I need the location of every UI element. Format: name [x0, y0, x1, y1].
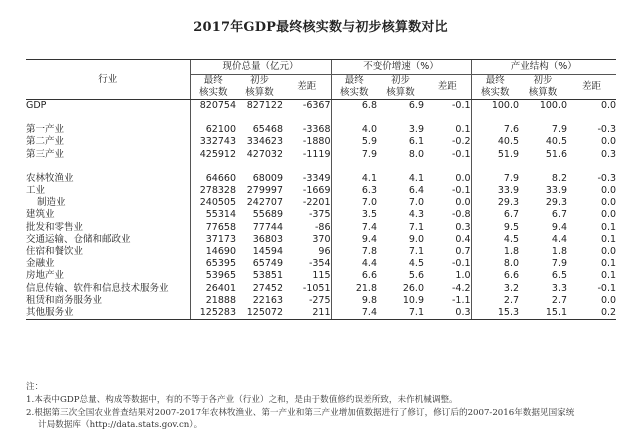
value-cell: 55689: [252, 209, 283, 221]
value-cell: 53851: [252, 270, 283, 282]
value-cell: 0.0: [455, 197, 471, 209]
value-cell: 26.0: [402, 282, 424, 294]
spacer-row: [26, 112, 616, 124]
value-cell: 6.7: [551, 209, 568, 221]
table-row: [26, 270, 616, 282]
value-cell: 4.1: [408, 172, 424, 184]
header-diff: 差距: [283, 75, 331, 100]
value-cell: 7.4: [331, 222, 377, 234]
table-row: [26, 197, 616, 209]
value-cell: 0.2: [567, 307, 616, 320]
value-cell: 279997: [246, 185, 283, 197]
industry-name: GDP: [26, 100, 47, 111]
table-row: [26, 149, 616, 161]
value-cell: 96: [318, 246, 331, 258]
value-cell: 242707: [246, 197, 283, 209]
table-row: [26, 136, 616, 148]
footnote-label: 注：: [26, 382, 44, 392]
value-cell: 0.0: [600, 185, 617, 197]
value-cell: 211: [283, 307, 331, 320]
header-industry: 行业: [26, 60, 190, 100]
value-cell: 15.1: [519, 307, 567, 320]
value-cell: 77658: [190, 222, 236, 234]
value-cell: 0.1: [600, 221, 617, 233]
value-cell: 26401: [190, 283, 236, 295]
value-cell: 370: [312, 233, 331, 245]
value-cell: 0.1: [600, 233, 617, 245]
value-cell: -2201: [302, 197, 331, 209]
table-row: [26, 185, 616, 197]
value-cell: -0.2: [451, 136, 471, 148]
value-cell: 9.4: [551, 221, 568, 233]
table-row: [26, 307, 616, 320]
value-cell: 9.8: [331, 295, 377, 307]
value-cell: 6.3: [331, 185, 377, 197]
table-row: [26, 100, 616, 113]
value-cell: 1.8: [471, 246, 519, 258]
value-cell: 10.9: [402, 294, 424, 306]
value-cell: 6.8: [331, 100, 377, 113]
table-row: [26, 258, 616, 270]
footnote-2: 2.根据第三次全国农业普查结果对2007-2017年农林牧渔业、第一产业和第三产业增加值数据进行了修订，修订后的2007-2016年数据见国家统: [26, 407, 575, 418]
table-row: [26, 246, 616, 258]
value-cell: 6.6: [471, 270, 519, 282]
value-cell: 4.0: [331, 124, 377, 136]
value-cell: 29.3: [471, 197, 519, 209]
value-cell: 425912: [190, 149, 236, 161]
value-cell: -0.1: [451, 258, 471, 270]
value-cell: 0.3: [455, 221, 471, 233]
value-cell: 7.4: [331, 307, 377, 320]
value-cell: 5.9: [331, 136, 377, 148]
header-diff: 差距: [424, 75, 471, 100]
value-cell: -375: [308, 209, 331, 221]
value-cell: -0.1: [451, 148, 471, 160]
value-cell: 0.0: [600, 294, 617, 306]
value-cell: 3.9: [408, 124, 424, 136]
value-cell: 0.3: [424, 307, 471, 320]
value-cell: 278328: [190, 185, 236, 197]
industry-name: 其他服务业: [26, 307, 190, 320]
value-cell: 332743: [190, 136, 236, 148]
value-cell: 53965: [190, 270, 236, 282]
value-cell: 820754: [190, 100, 236, 113]
value-cell: 29.3: [545, 197, 568, 209]
value-cell: -1.1: [451, 294, 471, 306]
value-cell: 7.9: [551, 258, 568, 270]
table-row: [26, 283, 616, 295]
value-cell: 5.6: [408, 270, 424, 282]
value-cell: 6.7: [471, 209, 519, 221]
value-cell: 37173: [190, 234, 236, 246]
value-cell: -6367: [302, 100, 331, 111]
industry-name: 金融业: [26, 258, 55, 270]
value-cell: 0.0: [600, 209, 617, 221]
industry-name: 信息传输、软件和信息技术服务业: [26, 282, 169, 294]
value-cell: -0.1: [597, 282, 617, 294]
value-cell: -3349: [302, 172, 331, 184]
value-cell: 3.5: [331, 209, 377, 221]
value-cell: 0.0: [600, 100, 617, 111]
table-row: [26, 209, 616, 221]
value-cell: -354: [308, 258, 331, 270]
value-cell: 65395: [190, 258, 236, 270]
value-cell: 0.0: [600, 136, 617, 148]
value-cell: -3368: [302, 124, 331, 136]
value-cell: 8.2: [551, 172, 568, 184]
value-cell: 40.5: [471, 136, 519, 148]
value-cell: 9.4: [331, 234, 377, 246]
table-row: [26, 222, 616, 234]
header-prelim: 初步 核算数: [519, 75, 567, 100]
value-cell: 7.6: [471, 124, 519, 136]
value-cell: 100.0: [471, 100, 519, 113]
header-prelim: 初步 核算数: [377, 75, 424, 100]
value-cell: 0.3: [600, 148, 617, 160]
header-group-total: 现价总量（亿元）: [190, 60, 331, 75]
industry-name: 租赁和商务服务业: [26, 294, 103, 306]
value-cell: 6.1: [408, 136, 424, 148]
value-cell: 0.7: [455, 246, 471, 258]
value-cell: 4.5: [471, 234, 519, 246]
value-cell: 2.7: [471, 295, 519, 307]
footnote-2-continued: 计局数据库（http://data.stats.gov.cn）。: [38, 420, 203, 431]
value-cell: 6.9: [408, 100, 424, 111]
value-cell: 125072: [236, 307, 283, 320]
value-cell: 7.9: [331, 149, 377, 161]
value-cell: 1.8: [551, 246, 568, 258]
value-cell: 7.1: [377, 307, 424, 320]
value-cell: 3.2: [471, 283, 519, 295]
table-title: 2017年GDP最终核实数与初步核算数对比: [193, 20, 448, 35]
value-cell: 7.1: [408, 221, 424, 233]
value-cell: -1880: [302, 136, 331, 148]
value-cell: 51.6: [545, 148, 568, 160]
value-cell: 4.1: [331, 173, 377, 185]
value-cell: 7.0: [408, 197, 424, 209]
value-cell: -0.1: [451, 185, 471, 197]
value-cell: 827122: [246, 100, 283, 111]
value-cell: 4.4: [551, 233, 568, 245]
value-cell: 8.0: [408, 148, 424, 160]
value-cell: 6.5: [551, 270, 568, 282]
value-cell: 27452: [252, 282, 283, 294]
table-row: [26, 124, 616, 136]
value-cell: -1669: [302, 185, 331, 197]
value-cell: 0.1: [600, 258, 617, 270]
value-cell: -86: [314, 221, 331, 233]
value-cell: -0.8: [451, 209, 471, 221]
header-final: 最终 核实数: [471, 75, 519, 100]
industry-name: 房地产业: [26, 270, 65, 282]
value-cell: 0.0: [455, 172, 471, 184]
industry-name: 制造业: [37, 197, 66, 209]
value-cell: 65749: [252, 258, 283, 270]
value-cell: 6.6: [331, 270, 377, 282]
value-cell: -1051: [302, 282, 331, 294]
value-cell: 0.1: [600, 270, 617, 282]
table-row: [26, 234, 616, 246]
value-cell: 15.3: [471, 307, 519, 320]
footnotes: [26, 381, 618, 432]
industry-name: 第三产业: [26, 148, 65, 160]
value-cell: -0.3: [597, 124, 617, 136]
value-cell: 427032: [246, 148, 283, 160]
table-row: [26, 173, 616, 185]
value-cell: 0.0: [600, 246, 617, 258]
value-cell: -4.2: [451, 282, 471, 294]
value-cell: 6.4: [408, 185, 424, 197]
value-cell: 40.5: [545, 136, 568, 148]
value-cell: 77744: [252, 221, 283, 233]
value-cell: -1119: [302, 148, 331, 160]
header-prelim: 初步 核算数: [236, 75, 283, 100]
header-group-structure: 产业结构（%）: [471, 60, 616, 75]
value-cell: -275: [308, 294, 331, 306]
value-cell: 0.4: [455, 233, 471, 245]
industry-name: 农林牧渔业: [26, 172, 74, 184]
value-cell: 1.0: [455, 270, 471, 282]
industry-name: 建筑业: [26, 209, 55, 221]
value-cell: 33.9: [545, 185, 568, 197]
value-cell: 55314: [190, 209, 236, 221]
footnote-1: 1.本表中GDP总量、构成等数据中，有的不等于各产业（行业）之和，是由于数值修约误差所致，未作机械调整。: [26, 394, 458, 405]
value-cell: 22163: [252, 294, 283, 306]
value-cell: -0.3: [597, 172, 617, 184]
header-group-growth: 不变价增速（%）: [331, 60, 471, 75]
value-cell: -0.1: [451, 100, 471, 111]
value-cell: 3.3: [551, 282, 568, 294]
header-final: 最终 核实数: [190, 75, 236, 100]
value-cell: 4.3: [408, 209, 424, 221]
industry-name: 住宿和餐饮业: [26, 246, 84, 258]
value-cell: 21.8: [331, 283, 377, 295]
value-cell: 7.1: [408, 246, 424, 258]
value-cell: 62100: [190, 124, 236, 136]
value-cell: 7.8: [331, 246, 377, 258]
value-cell: 8.0: [471, 258, 519, 270]
header-diff: 差距: [567, 75, 616, 100]
industry-name: 批发和零售业: [26, 221, 84, 233]
value-cell: 33.9: [471, 185, 519, 197]
value-cell: 125283: [190, 307, 236, 320]
table-row: [26, 295, 616, 307]
value-cell: 14594: [252, 246, 283, 258]
industry-name: 第一产业: [26, 124, 65, 136]
value-cell: 334623: [246, 136, 283, 148]
value-cell: 14690: [190, 246, 236, 258]
value-cell: 4.5: [408, 258, 424, 270]
value-cell: 7.9: [551, 124, 568, 136]
industry-name: 第二产业: [26, 136, 65, 148]
value-cell: 68009: [252, 172, 283, 184]
value-cell: 64660: [190, 173, 236, 185]
value-cell: 4.4: [331, 258, 377, 270]
value-cell: 9.5: [471, 222, 519, 234]
header-row-groups: [26, 60, 616, 75]
value-cell: 7.9: [471, 173, 519, 185]
gdp-comparison-table: [26, 59, 616, 320]
value-cell: 21888: [190, 295, 236, 307]
value-cell: 0.1: [455, 124, 471, 136]
value-cell: 9.0: [408, 233, 424, 245]
value-cell: 0.0: [600, 197, 617, 209]
spacer-row: [26, 161, 616, 173]
value-cell: 2.7: [551, 294, 568, 306]
header-final: 最终 核实数: [331, 75, 377, 100]
value-cell: 115: [312, 270, 331, 282]
value-cell: 240505: [190, 197, 236, 209]
value-cell: 36803: [252, 233, 283, 245]
value-cell: 7.0: [331, 197, 377, 209]
value-cell: 65468: [252, 124, 283, 136]
industry-name: 交通运输、仓储和邮政业: [26, 233, 131, 245]
industry-name: 工业: [26, 185, 46, 197]
value-cell: 100.0: [539, 100, 568, 111]
value-cell: 51.9: [471, 149, 519, 161]
table-body: [26, 100, 616, 320]
